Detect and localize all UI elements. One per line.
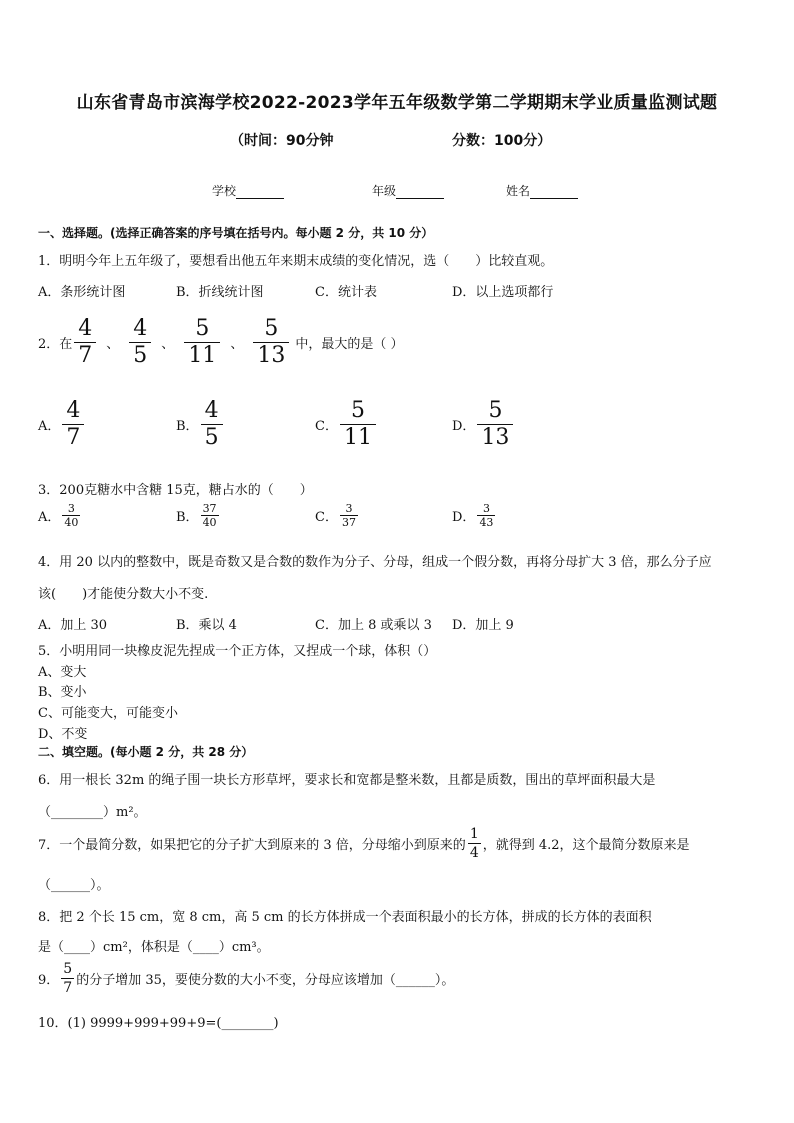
question-4-line1: 4．用 20 以内的整数中，既是奇数又是合数的数作为分子、分母，组成一个假分数，再将分母扩大 3 倍，那么分子应 xyxy=(38,555,712,570)
q2-fraction: $\frac{4}{7}$ xyxy=(74,318,96,367)
q2-suffix: 中，最大的是（ ） xyxy=(295,337,404,352)
question-6-line1: 6．用一根长 32m 的绳子围一块长方形草坪，要求长和宽都是整米数，且都是质数，围出的草坪面积最大是 xyxy=(38,773,656,788)
q9-suffix: 的分子增加 35，要使分数的大小不变，分母应该增加（______）。 xyxy=(76,973,455,988)
option-label: C． xyxy=(315,419,338,434)
section-fill-heading: 二、填空题。(每小题 2 分，共 28 分） xyxy=(38,745,254,759)
q4-option-b[interactable]: B．乘以 4 xyxy=(176,618,237,633)
exam-score: 分数：100分） xyxy=(452,133,552,149)
q3-option-fraction: $\frac{3}{37}$ xyxy=(341,502,356,529)
q2-separator: 、 xyxy=(230,337,244,352)
q9-fraction: $\frac{5}{7}$ xyxy=(63,961,73,996)
q7-fraction: $\frac{1}{4}$ xyxy=(469,826,479,861)
q2-prefix: 2．在 xyxy=(38,337,73,352)
q3-option-c[interactable] xyxy=(315,503,360,528)
q9-prefix: 9． xyxy=(38,973,60,988)
q2-option-fraction: $\frac{4}{7}$ xyxy=(62,400,84,449)
q2-fraction: $\frac{5}{11}$ xyxy=(184,318,220,367)
grade-label: 年级 xyxy=(372,184,397,198)
question-7-line2[interactable]: （______）。 xyxy=(38,878,110,893)
q2-fraction: $\frac{5}{13}$ xyxy=(253,318,289,367)
q3-option-fraction: $\frac{3}{43}$ xyxy=(479,502,494,529)
q3-option-a[interactable] xyxy=(38,503,82,528)
q4-option-c[interactable]: C．加上 8 或乘以 3 xyxy=(315,618,432,633)
option-label: B． xyxy=(176,510,199,525)
question-5: 5．小明用同一块橡皮泥先捏成一个正方体，又捏成一个球，体积（） xyxy=(38,644,437,659)
question-10[interactable]: 10．(1) 9999+999+99+9=(________) xyxy=(38,1016,279,1031)
school-field[interactable] xyxy=(212,182,284,199)
q7-suffix: ，就得到 4.2，这个最简分数原来是 xyxy=(482,838,690,853)
q5-option-a[interactable]: A、变大 xyxy=(38,665,87,680)
q2-option-b[interactable] xyxy=(176,400,225,449)
exam-time: （时间：90分钟 xyxy=(230,133,334,149)
question-7-line1 xyxy=(38,827,690,860)
question-2 xyxy=(38,318,403,367)
question-8-line2[interactable]: 是（____）cm²，体积是（____）cm³。 xyxy=(38,940,270,955)
q3-option-fraction: $\frac{3}{40}$ xyxy=(64,502,79,529)
q3-option-d[interactable] xyxy=(452,503,497,528)
name-field[interactable] xyxy=(506,182,578,199)
grade-field[interactable] xyxy=(372,182,444,199)
q4-option-a[interactable]: A．加上 30 xyxy=(38,618,108,633)
option-label: A． xyxy=(38,510,61,525)
question-9[interactable] xyxy=(38,962,454,995)
name-blank[interactable] xyxy=(530,185,578,199)
question-3: 3．200克糖水中含糖 15克，糖占水的（ ） xyxy=(38,483,313,498)
q2-option-a[interactable] xyxy=(38,400,86,449)
q2-option-fraction: $\frac{5}{11}$ xyxy=(340,400,376,449)
question-8-line1: 8．把 2 个长 15 cm，宽 8 cm，高 5 cm 的长方体拼成一个表面积最小的长方体，拼成的长方体的表面积 xyxy=(38,910,652,925)
option-label: B． xyxy=(176,419,199,434)
question-4-line2: 该( )才能使分数大小不变. xyxy=(38,587,209,602)
question-1: 1．明明今年上五年级了，要想看出他五年来期末成绩的变化情况，选（ ）比较直观。 xyxy=(38,254,554,269)
question-6-line2[interactable]: （________）m²。 xyxy=(38,805,147,820)
q2-separator: 、 xyxy=(106,337,120,352)
q1-option-a[interactable]: A．条形统计图 xyxy=(38,285,126,300)
q5-option-d[interactable]: D、不变 xyxy=(38,727,88,742)
option-label: A． xyxy=(38,419,61,434)
q5-option-c[interactable]: C、可能变大，可能变小 xyxy=(38,706,178,721)
q2-separator: 、 xyxy=(161,337,175,352)
q2-option-d[interactable] xyxy=(452,400,515,449)
q1-option-d[interactable]: D．以上选项都行 xyxy=(452,285,554,300)
q4-option-d[interactable]: D．加上 9 xyxy=(452,618,514,633)
q2-option-fraction: $\frac{5}{13}$ xyxy=(477,400,513,449)
page-title: 山东省青岛市滨海学校2022-2023学年五年级数学第二学期期末学业质量监测试题 xyxy=(76,93,718,113)
option-label: D． xyxy=(452,510,476,525)
option-label: C． xyxy=(315,510,338,525)
section-choice-heading: 一、选择题。(选择正确答案的序号填在括号内。每小题 2 分，共 10 分） xyxy=(38,226,434,240)
q1-option-c[interactable]: C．统计表 xyxy=(315,285,377,300)
q1-option-b[interactable]: B．折线统计图 xyxy=(176,285,264,300)
q5-option-b[interactable]: B、变小 xyxy=(38,685,87,700)
q2-option-c[interactable] xyxy=(315,400,378,449)
q3-option-b[interactable] xyxy=(176,503,221,528)
q2-option-fraction: $\frac{4}{5}$ xyxy=(201,400,223,449)
q7-prefix: 7．一个最简分数，如果把它的分子扩大到原来的 3 倍，分母缩小到原来的 xyxy=(38,838,466,853)
grade-blank[interactable] xyxy=(396,185,444,199)
name-label: 姓名 xyxy=(506,184,531,198)
option-label: D． xyxy=(452,419,476,434)
school-label: 学校 xyxy=(212,184,237,198)
q3-option-fraction: $\frac{37}{40}$ xyxy=(202,502,217,529)
school-blank[interactable] xyxy=(236,185,284,199)
q2-fraction: $\frac{4}{5}$ xyxy=(129,318,151,367)
